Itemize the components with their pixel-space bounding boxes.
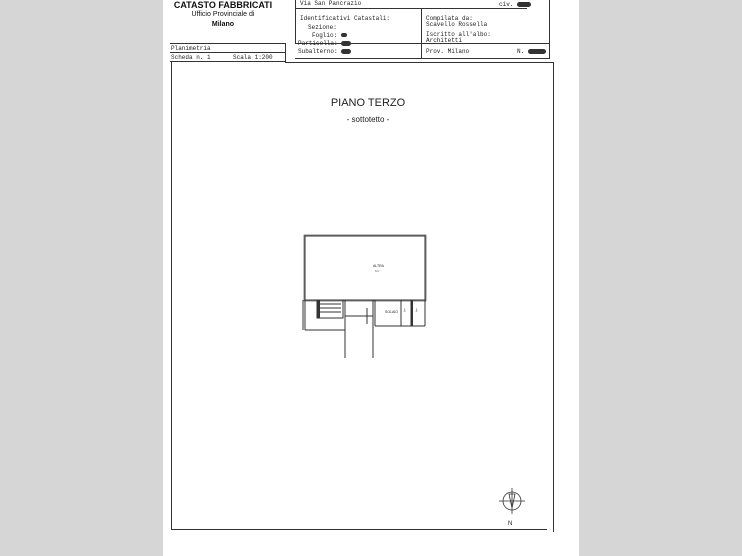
header-divider-v4: [549, 0, 550, 59]
sezione-label: Sezione:: [308, 24, 337, 31]
particella-row: [298, 40, 351, 47]
room-narrow-label-2: h=: [414, 308, 419, 312]
redacted-civ: [517, 2, 531, 7]
planimetria-label: Planimetria: [171, 45, 211, 52]
compilata-name: Scavello Rossella: [426, 21, 488, 28]
planimetria-mid-line: [170, 52, 286, 53]
room-narrow-label: h=: [402, 308, 407, 312]
redacted-foglio: [341, 33, 347, 37]
address-text: Via San Pancrazio: [300, 0, 362, 7]
foglio-row: [312, 32, 347, 39]
scala-label: Scala 1:200: [233, 54, 273, 61]
foglio-label: Foglio:: [312, 32, 338, 39]
room-main-label: ALTRA: [373, 264, 385, 268]
redacted-n: [528, 49, 546, 54]
civ-label: [499, 1, 531, 8]
frame-top: [285, 62, 554, 63]
subalterno-label: Subalterno:: [298, 48, 338, 55]
frame-right: [553, 62, 554, 532]
subalterno-row: [298, 48, 351, 55]
compass-north-label: N: [508, 521, 513, 527]
particella-label: Particella:: [298, 40, 338, 47]
header-divider-h1: [295, 8, 527, 9]
n-row: [517, 48, 546, 55]
header-bottom-line: [295, 58, 549, 59]
plan-title: PIANO TERZO: [330, 97, 406, 109]
iscritto-label: Iscritto all'albo:: [426, 31, 491, 38]
room-main-sub: h=/: [375, 269, 380, 273]
planimetria-bottom-line: [170, 61, 286, 62]
cadastral-sheet: [163, 0, 579, 556]
redacted-particella: [341, 41, 351, 46]
office-title: CATASTO FABBRICATI: [173, 0, 273, 10]
n-label: N.: [517, 48, 525, 55]
civ-label-text: civ.: [499, 1, 514, 8]
office-city: Milano: [211, 21, 235, 28]
header-divider-v3: [421, 8, 422, 58]
plan-subtitle: - sottotetto -: [346, 115, 390, 124]
office-subtitle: Ufficio Provinciale di: [191, 11, 255, 18]
prov-label: Prov. Milano: [426, 48, 470, 55]
identifiers-label: Identificativi Catastali:: [300, 15, 391, 22]
compass-icon: [497, 486, 527, 516]
room-small-label: SOLAIO: [385, 310, 399, 314]
floor-plan: [301, 234, 429, 358]
iscritto-value: Architetti: [426, 37, 463, 44]
header-divider-v1: [295, 0, 296, 43]
frame-left: [171, 62, 172, 530]
compilata-label: Compilata da:: [426, 15, 473, 22]
planimetria-top-line: [170, 43, 286, 44]
redacted-subalterno: [341, 49, 351, 54]
frame-bottom: [171, 529, 547, 530]
scheda-label: Scheda n. 1: [171, 54, 211, 61]
